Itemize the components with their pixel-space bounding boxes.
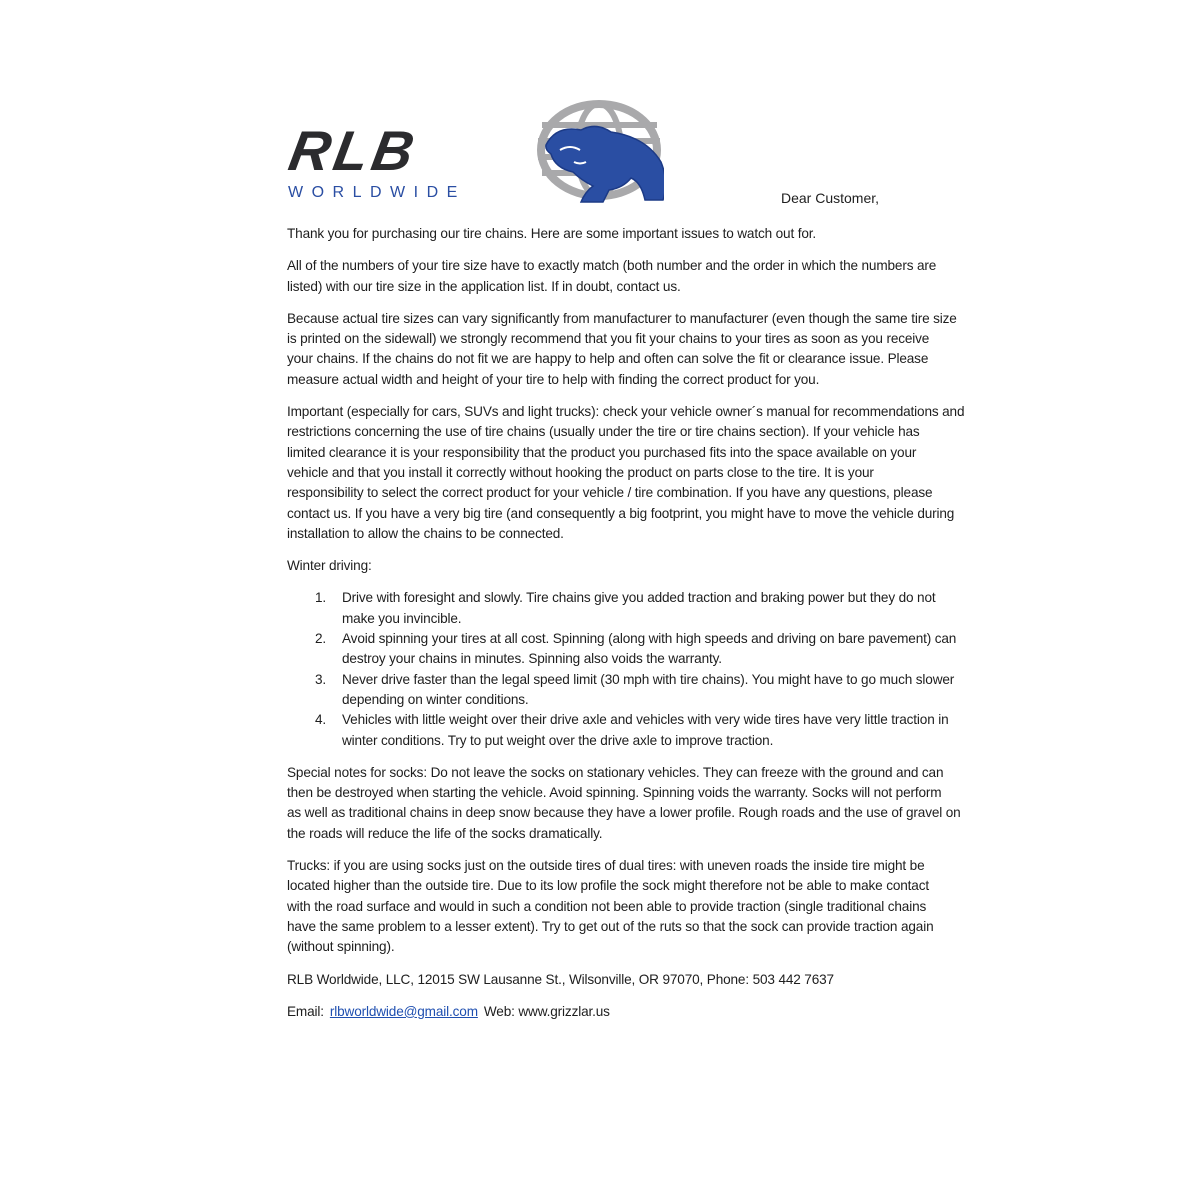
text-line: Trucks: if you are using socks just on the outside tires of dual tires: with uneven roads the inside tire might be [287,858,925,874]
text-line: then be destroyed when starting the vehicle. Avoid spinning. Spinning voids the warranty. Socks will not perform [287,785,942,801]
list-number: 1. [315,590,327,606]
winter-driving-list [287,588,1027,750]
text-line: located higher than the outside tire. Due to its low profile the sock might therefore not be able to make contact [287,878,929,894]
paragraph [287,402,1027,544]
text-line: destroy your chains in minutes. Spinning also voids the warranty. [342,651,722,667]
text-line: All of the numbers of your tire size have to exactly match (both number and the order in which the numbers are [287,258,937,274]
logo-wordmark: RLB [284,119,423,182]
text-line: the roads will reduce the life of the socks dramatically. [287,825,603,841]
list-number: 3. [315,671,327,687]
text-line: contact us. If you have a very big tire (and consequently a big footprint, you might have to move the vehicle during [287,505,955,521]
contact-line [287,1002,1027,1022]
logo-subtitle: WORLDWIDE [288,184,466,201]
text-line: Winter driving: [287,558,372,574]
paragraph [287,763,1027,844]
text-line: Special notes for socks: Do not leave the socks on stationary vehicles. They can freeze with the ground and can [287,764,944,780]
paragraph [287,309,1027,390]
text-line: Because actual tire sizes can vary significantly from manufacturer to manufacturer (even though the same tire size [287,310,957,326]
list-item [287,588,1027,629]
text-line: with the road surface and would in such a condition not been able to provide traction (single traditional chains [287,898,927,914]
text-line: restrictions concerning the use of tire chains (usually under the tire or tire chains section). If your vehicle has [287,424,920,440]
text-line: have the same problem to a lesser extent). Try to get out of the ruts so that the sock can provide traction again [287,918,934,934]
text-line: depending on winter conditions. [342,691,529,707]
text-line: make you invincible. [342,610,462,626]
text-line: installation to allow the chains to be connected. [287,525,564,541]
text-line: Important (especially for cars, SUVs and light trucks): check your vehicle owner´s manual for recommendations and [287,404,965,420]
text-line: limited clearance it is your responsibility that the product you purchased fits into the space available on your [287,444,917,460]
text-line: your chains. If the chains do not fit we are happy to help and often can solve the fit or clearance issue. Please [287,351,929,367]
text-line: as well as traditional chains in deep snow because they have a lower profile. Rough roads and the use of gravel on [287,805,961,821]
paragraph [287,856,1027,957]
text-line: listed) with our tire size in the application list. If in doubt, contact us. [287,278,681,294]
paragraph [287,970,1027,990]
text-line: responsibility to select the correct product for your vehicle / tire combination. If you have any questions, please [287,485,933,501]
rlb-worldwide-logo [284,100,664,206]
text-line: Drive with foresight and slowly. Tire chains give you added traction and braking power but they do not [342,590,936,606]
email-link[interactable]: rlbworldwide@gmail.com [329,1003,478,1019]
list-item [287,670,1027,711]
letter-body [287,224,1027,1034]
text-line: (without spinning). [287,939,395,955]
email-label: Email: [287,1003,324,1019]
text-line: Never drive faster than the legal speed limit (30 mph with tire chains). You might have to go much slower [342,671,955,687]
text-line: winter conditions. Try to put weight over the drive axle to improve traction. [342,732,774,748]
text-line: measure actual width and height of your tire to help with finding the correct product for you. [287,371,820,387]
text-line: Avoid spinning your tires at all cost. Spinning (along with high speeds and driving on bare pavement) can [342,631,957,647]
paragraph [287,224,1027,244]
list-item [287,710,1027,751]
paragraph [287,256,1027,297]
paragraph [287,556,1027,576]
text-line: Thank you for purchasing our tire chains. Here are some important issues to watch out for. [287,226,817,241]
text-line: Vehicles with little weight over their drive axle and vehicles with very wide tires have very little traction in [342,712,949,728]
list-number: 2. [315,631,327,647]
web-label: Web: www.grizzlar.us [483,1003,610,1019]
greeting: Dear Customer, [781,190,880,206]
list-item [287,629,1027,670]
list-number: 4. [315,712,327,728]
text-line: RLB Worldwide, LLC, 12015 SW Lausanne St., Wilsonville, OR 97070, Phone: 503 442 7637 [287,971,834,987]
text-line: vehicle and that you install it correctly without hooking the product on parts close to the tire. It is your [287,464,874,480]
text-line: is printed on the sidewall) we strongly recommend that you fit your chains to your tires as soon as you receive [287,331,930,347]
